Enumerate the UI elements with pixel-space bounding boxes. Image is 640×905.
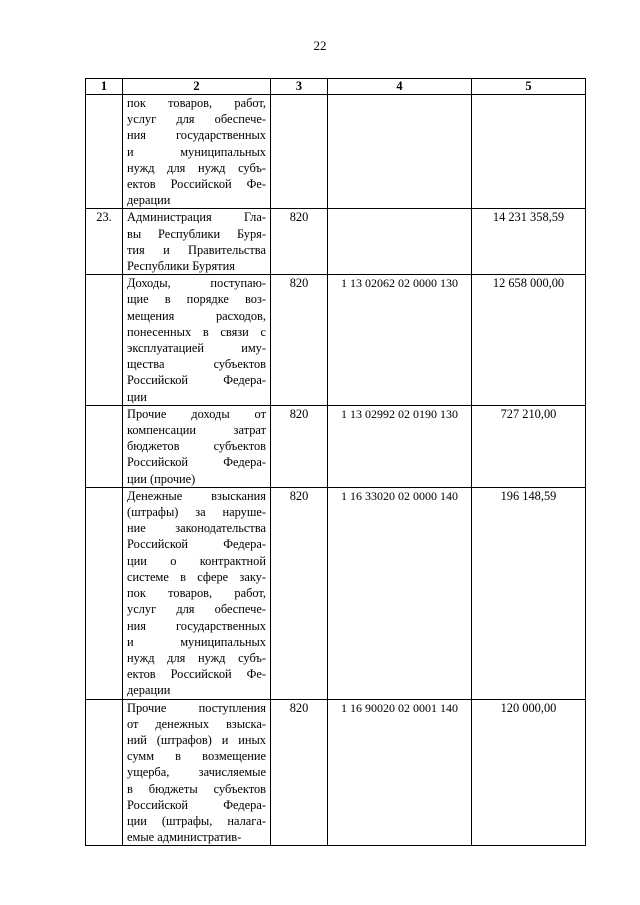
revenue-name-line: щества субъектов [127,357,266,372]
budget-classification-code-cell: 1 16 33020 02 0000 140 [328,487,472,699]
revenue-name-line: бюджетов субъектов [127,439,266,454]
revenue-name-line: емые административ- [127,830,242,845]
revenue-name-line: дерации [127,193,171,208]
revenue-name-line: тия и Правительства [127,242,266,257]
admin-code-cell: 820 [271,209,328,275]
revenue-name-line: и муниципальных [127,634,266,649]
table-row [86,95,586,209]
revenue-name-line: ции о контрактной [127,553,266,568]
revenue-name-line: Российской Федера- [127,797,266,812]
page-number: 22 [313,38,327,53]
revenue-name-line: Прочие доходы от [127,406,266,421]
revenue-name-line: ектов Российской Фе- [127,177,266,192]
revenue-name-line: Российской Федера- [127,455,266,470]
budget-classification-code-cell: 1 13 02992 02 0190 130 [328,405,472,487]
revenue-name-cell [123,275,271,406]
amount-cell: 196 148,59 [472,487,586,699]
row-number-cell [86,275,123,406]
table-body [86,95,586,846]
revenue-name-line: ции (штрафы, налага- [127,813,266,828]
amount-cell [472,95,586,209]
amount-cell: 12 658 000,00 [472,275,586,406]
amount-cell: 727 210,00 [472,405,586,487]
budget-classification-code-cell: 1 16 90020 02 0001 140 [328,699,472,846]
budget-classification-code-cell [328,209,472,275]
revenue-name-line: нужд для нужд субъ- [127,650,266,665]
revenue-name-line: вы Республики Буря- [127,226,266,241]
amount-cell: 120 000,00 [472,699,586,846]
table-row [86,699,586,846]
revenue-name-line: пок товаров, работ, [127,96,266,110]
revenue-name-line: ния государственных [127,128,266,143]
revenue-name-line: ции (прочие) [127,471,196,486]
revenue-name-line: от денежных взыска- [127,716,266,731]
header-col-4: 4 [328,79,472,95]
row-number-cell [86,487,123,699]
revenue-name-line: щие в порядке воз- [127,292,266,307]
revenue-name-cell [123,405,271,487]
admin-code-cell [271,95,328,209]
revenue-name-line: ектов Российской Фе- [127,667,266,682]
revenue-name-line: в бюджеты субъектов [127,781,266,796]
revenue-name-line: Денежные взыскания [127,488,266,503]
revenue-name-line: пок товаров, работ, [127,586,266,601]
revenue-name-line: услуг для обеспече- [127,112,266,127]
row-number-cell: 23. [86,209,123,275]
revenue-name-line: ние законодательства [127,521,266,536]
revenue-name-line: (штрафы) за наруше- [127,505,266,520]
table-row [86,487,586,699]
table-row [86,405,586,487]
header-col-1: 1 [86,79,123,95]
row-number-cell [86,95,123,209]
header-col-5: 5 [472,79,586,95]
revenue-name-line: услуг для обеспече- [127,602,266,617]
revenue-name-cell [123,209,271,275]
admin-code-cell: 820 [271,699,328,846]
revenue-name-line: сумм в возмещение [127,749,266,764]
header-col-2: 2 [123,79,271,95]
revenue-name-line: понесенных в связи с [127,324,266,339]
revenue-name-line: компенсации затрат [127,423,266,438]
revenue-name-line: Администрация Гла- [127,210,266,225]
revenue-name-line: ния государственных [127,618,266,633]
admin-code-cell: 820 [271,487,328,699]
revenue-name-line: системе в сфере заку- [127,569,266,584]
revenue-name-cell [123,487,271,699]
budget-classification-code-cell: 1 13 02062 02 0000 130 [328,275,472,406]
revenue-name-cell [123,95,271,209]
revenue-name-line: и муниципальных [127,144,266,159]
revenue-name-line: Доходы, поступаю- [127,276,266,291]
admin-code-cell: 820 [271,405,328,487]
revenue-name-line: Прочие поступления [127,700,266,715]
revenue-name-line: Российской Федера- [127,373,266,388]
admin-code-cell: 820 [271,275,328,406]
revenue-name-line: дерации [127,683,171,698]
revenue-name-cell [123,699,271,846]
amount-cell: 14 231 358,59 [472,209,586,275]
revenue-name-line: Российской Федера- [127,537,266,552]
row-number-cell [86,699,123,846]
revenue-name-line: эксплуатацией иму- [127,341,266,356]
revenue-name-line: Республики Бурятия [127,259,235,274]
row-number-cell [86,405,123,487]
table-row [86,209,586,275]
revenue-name-line: нужд для нужд субъ- [127,160,266,175]
table-row [86,275,586,406]
revenue-table [85,78,586,846]
revenue-name-line: ущерба, зачисляемые [127,765,266,780]
revenue-name-line: ний (штрафов) и иных [127,732,266,747]
header-col-3: 3 [271,79,328,95]
budget-classification-code-cell [328,95,472,209]
header-row [86,79,586,95]
revenue-name-line: ции [127,389,147,404]
revenue-name-line: мещения расходов, [127,308,266,323]
